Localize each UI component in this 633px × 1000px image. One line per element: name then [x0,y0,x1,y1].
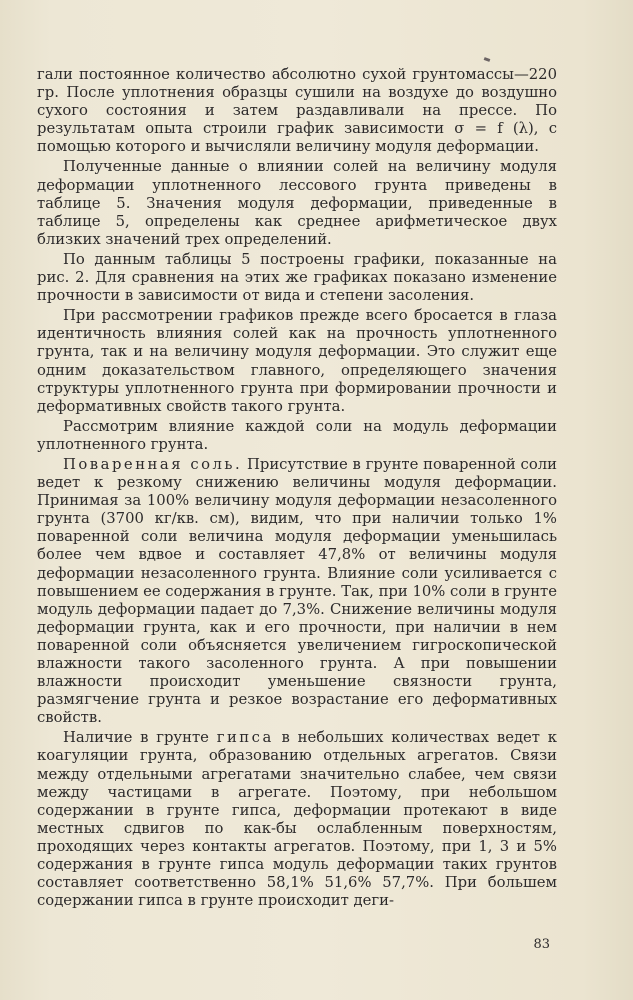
page-number: 83 [533,937,550,952]
paragraph-3: По данным таблицы 5 построены графики, показанные на рис. 2. Для сравнения на этих же графиках показано изменение прочности в зависимости от вида и степени засоления. [37,250,557,305]
paragraph-6-text: Присутствие в грунте поваренной соли ведет к резкому снижению величины модуля деформации. Принимая за 100% величину модуля деформации незасоленного грунта (3700 кг/кв. см), видим, что при наличии только 1% поваренной соли величина модуля деформации уменьшилась более чем вдвое и составляет 47,8% от величины модуля деформации незасоленного грунта. Влияние соли усиливается с повышением ее содержания в грунте. Так, при 10% соли в грунте модуль деформации падает до 7,3%. Снижение величины модуля деформации грунта, как и его прочности, при наличии в нем поваренной соли объясняется увеличением гигроскопической влажности такого засоленного грунта. А при повышении влажности происходит уменьшение связности грунта, размягчение грунта и резкое возрастание его деформативных свойств. [37,455,557,727]
paragraph-7 [37,729,557,910]
paragraph-6 [37,456,557,727]
body-text [37,66,557,912]
term-gypsum: гипса [216,729,274,747]
paragraph-2: Полученные данные о влиянии солей на величину модуля деформации уплотненного лессового грунта приведены в таблице 5. Значения модуля деформации, приведенные в таблице 5, определены как среднее арифметическое двух близких значений трех определений. [37,158,557,248]
section-heading-salt: Поваренная соль. [63,455,243,473]
paragraph-7-lead: Наличие в грунте [63,729,217,747]
ink-mark [484,57,491,62]
paragraph-4: При рассмотрении графиков прежде всего бросается в глаза идентичность влияния солей как на прочность уплотненного грунта, так и на величину модуля деформации. Это служит еще одним доказательством главного, определяющего значения структуры уплотненного грунта при формировании прочности и деформативных свойств такого грунта. [37,307,557,415]
paragraph-1: гали постоянное количество абсолютно сухой грунтомассы—220 гр. После уплотнения образцы сушили на воздухе до воздушно сухого состояния и затем раздавливали на прессе. По результатам опыта строили график зависимости σ = f (λ), с помощью которого и вычисляли величину модуля деформации. [37,66,557,156]
paragraph-7-text: в небольших количествах ведет к коагуляции грунта, образованию отдельных агрегатов. Связи между отдельными агрегатами значительно слабее, чем связи между частицами в агрегате. Поэтому, при небольшом содержании в грунте гипса, деформации протекают в виде местных сдвигов по как-бы ослабленным поверхностям, проходящих через контакты агрегатов. Поэтому, при 1, 3 и 5% содержания в грунте гипса модуль деформации таких грунтов составляет соответственно 58,1% 51,6% 57,7%. При большем содержании гипса в грунте происходит деги- [37,729,557,910]
paragraph-5: Рассмотрим влияние каждой соли на модуль деформации уплотненного грунта. [37,417,557,453]
